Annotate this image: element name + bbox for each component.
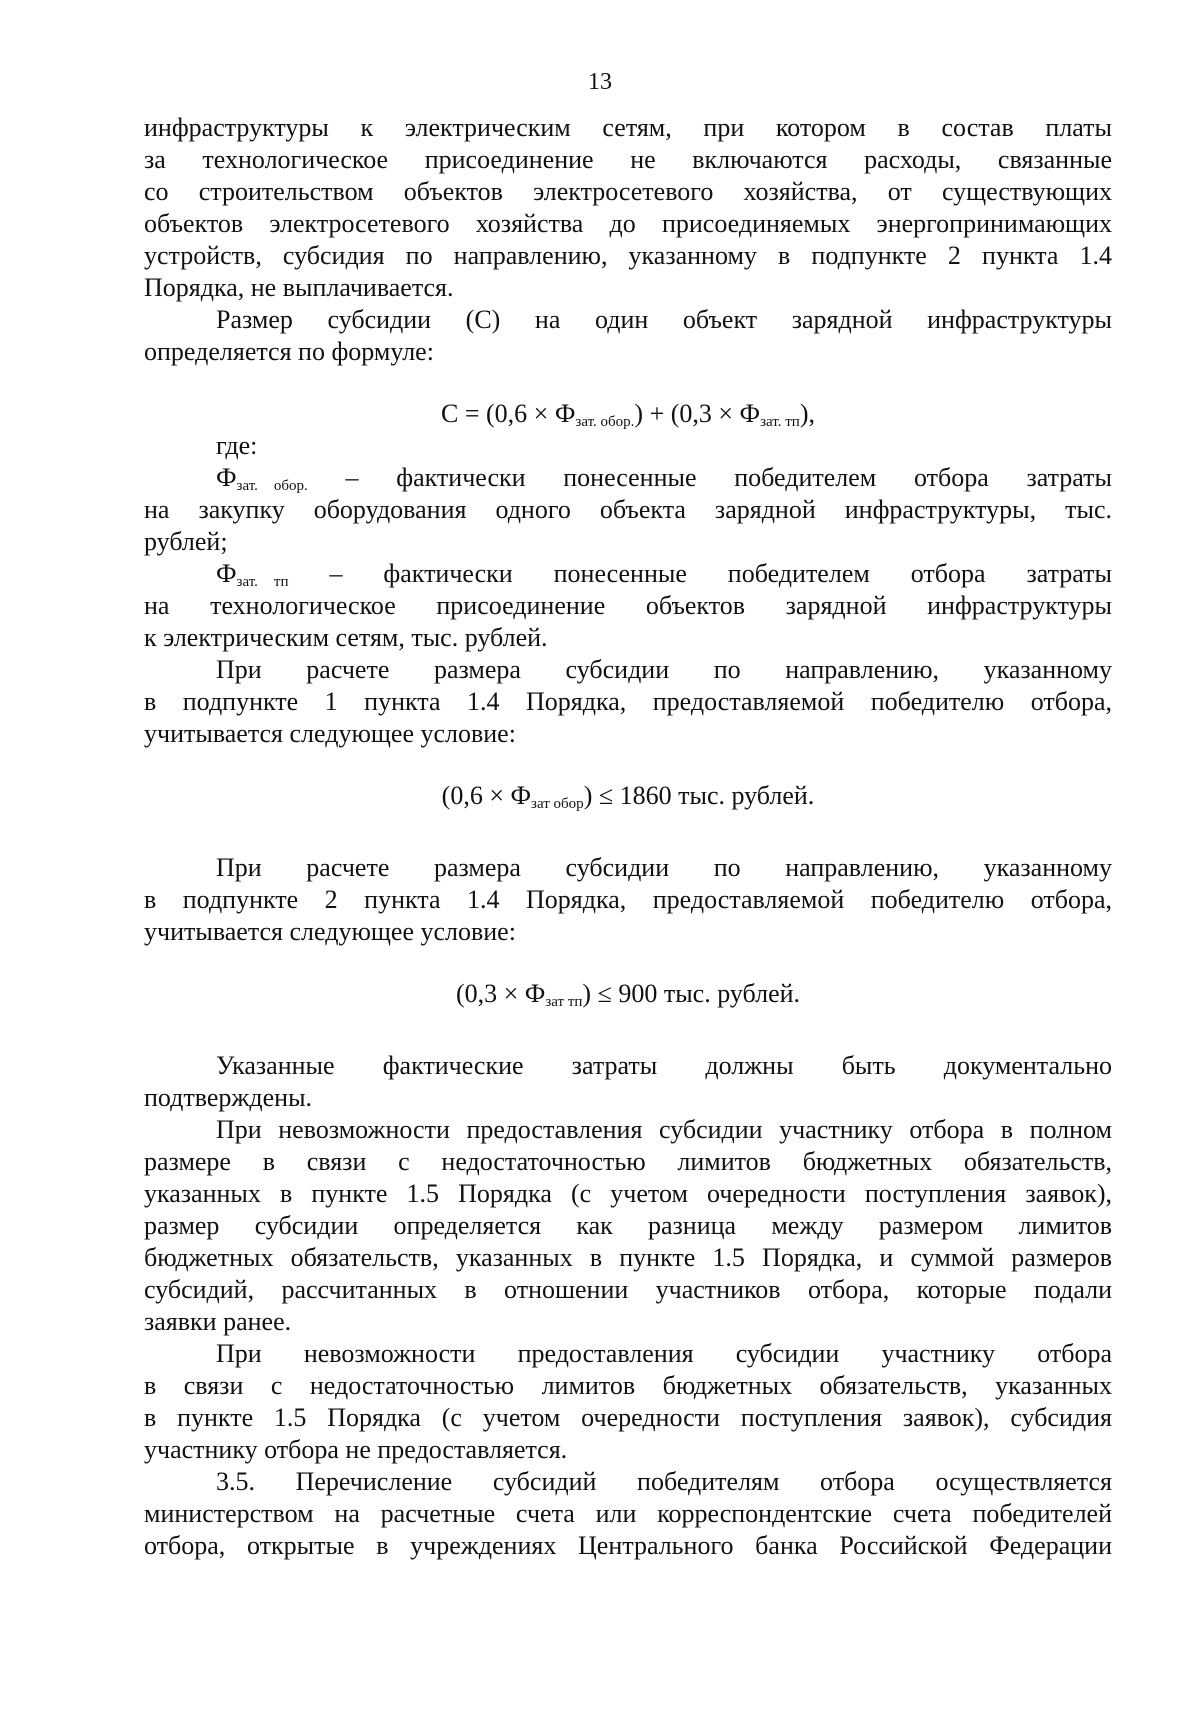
text-line: инфраструктуры к электрическим сетям, при котором в состав платы <box>144 113 1112 142</box>
text-line: на технологическое присоединение объектов зарядной инфраструктуры <box>144 591 1112 620</box>
text-line: министерством на расчетные счета или корреспондентские счета победителей <box>144 1499 1112 1528</box>
text-line: размер субсидии определяется как разница между размером лимитов <box>144 1211 1112 1240</box>
text-line: отбора, открытые в учреждениях Центрального банка Российской Федерации <box>144 1531 1112 1560</box>
text-line: подтверждены. <box>144 1083 313 1112</box>
paragraph-3-5-transfer <box>144 1466 1112 1562</box>
definition-equipment-costs <box>144 462 1112 558</box>
text-line: 3.5. Перечисление субсидий победителям отбора осуществляется <box>216 1467 1112 1496</box>
text-line: устройств, субсидия по направлению, указанному в подпункте 2 пункта 1.4 <box>144 241 1112 270</box>
text-line: При расчете размера субсидии по направлению, указанному <box>216 655 1112 684</box>
text-line: заявки ранее. <box>144 1307 292 1336</box>
text-line: рублей; <box>144 527 228 556</box>
text-line: в связи с недостаточностью лимитов бюджетных обязательств, указанных <box>144 1371 1112 1400</box>
text-line: в подпункте 2 пункта 1.4 Порядка, предоставляемой победителю отбора, <box>144 885 1112 914</box>
page-number: 13 <box>588 69 612 95</box>
text-line: субсидий, рассчитанных в отношении участников отбора, которые подали <box>144 1275 1112 1304</box>
text-line: на закупку оборудования одного объекта зарядной инфраструктуры, тыс. <box>144 495 1112 524</box>
text-line: учитывается следующее условие: <box>144 917 516 946</box>
paragraph-documented-costs <box>144 1050 1112 1114</box>
formula-limit-connection: $(0,3 \times Ф_{зат тп}) \le 900$ тыс. рублей. <box>455 979 801 1010</box>
text-line: указанных в пункте 1.5 Порядка (с учетом очередности поступления заявок), <box>144 1179 1112 1208</box>
text-line: в подпункте 1 пункта 1.4 Порядка, предоставляемой победителю отбора, <box>144 687 1112 716</box>
text-line: за технологическое присоединение не включаются расходы, связанные <box>144 145 1112 174</box>
formula-subsidy: $С = (0,6 \times Ф_{зат. обор.}) + (0,3 \times Ф_{зат. тп})$, <box>441 399 815 430</box>
text-line: к электрическим сетям, тыс. рублей. <box>144 623 548 652</box>
text-line: Указанные фактические затраты должны быть документально <box>216 1051 1112 1080</box>
text-line: Размер субсидии (С) на один объект зарядной инфраструктуры <box>216 305 1112 334</box>
text-line: бюджетных обязательств, указанных в пункте 1.5 Порядка, и суммой размеров <box>144 1243 1112 1272</box>
text-line: определяется по формуле: <box>144 337 434 366</box>
where-label: где: <box>216 431 258 460</box>
text-line: Порядка, не выплачивается. <box>144 273 454 302</box>
text-line: объектов электросетевого хозяйства до присоединяемых энергопринимающих <box>144 209 1112 238</box>
paragraph-no-subsidy <box>144 1338 1112 1466</box>
text-line: $Ф_{зат.}$ $_{тп}$ – фактически понесенные победителем отбора затраты <box>216 559 1112 590</box>
formula-limit-equipment: $(0,6 \times Ф_{зат обор}) \le 1860$ тыс. рублей. <box>441 781 815 812</box>
definition-connection-costs <box>144 558 1112 654</box>
text-line: При расчете размера субсидии по направлению, указанному <box>216 853 1112 882</box>
paragraph-subsidy-size <box>144 304 1112 368</box>
paragraph-partial-subsidy <box>144 1114 1112 1338</box>
text-line: размере в связи с недостаточностью лимитов бюджетных обязательств, <box>144 1147 1112 1176</box>
paragraph-condition-2 <box>144 852 1112 948</box>
text-line: в пункте 1.5 Порядка (с учетом очередности поступления заявок), субсидия <box>144 1403 1112 1432</box>
text-line: При невозможности предоставления субсидии участнику отбора в полном <box>216 1115 1112 1144</box>
document-body <box>144 112 1112 1562</box>
text-line: $Ф_{зат.}$ $_{обор.}$ – фактически понесенные победителем отбора затраты <box>216 463 1112 494</box>
paragraph-continuation <box>144 112 1112 304</box>
text-line: участнику отбора не предоставляется. <box>144 1435 568 1464</box>
text-line: со строительством объектов электросетевого хозяйства, от существующих <box>144 177 1112 206</box>
paragraph-condition-1 <box>144 654 1112 750</box>
text-line: учитывается следующее условие: <box>144 719 516 748</box>
text-line: При невозможности предоставления субсидии участнику отбора <box>216 1339 1112 1368</box>
